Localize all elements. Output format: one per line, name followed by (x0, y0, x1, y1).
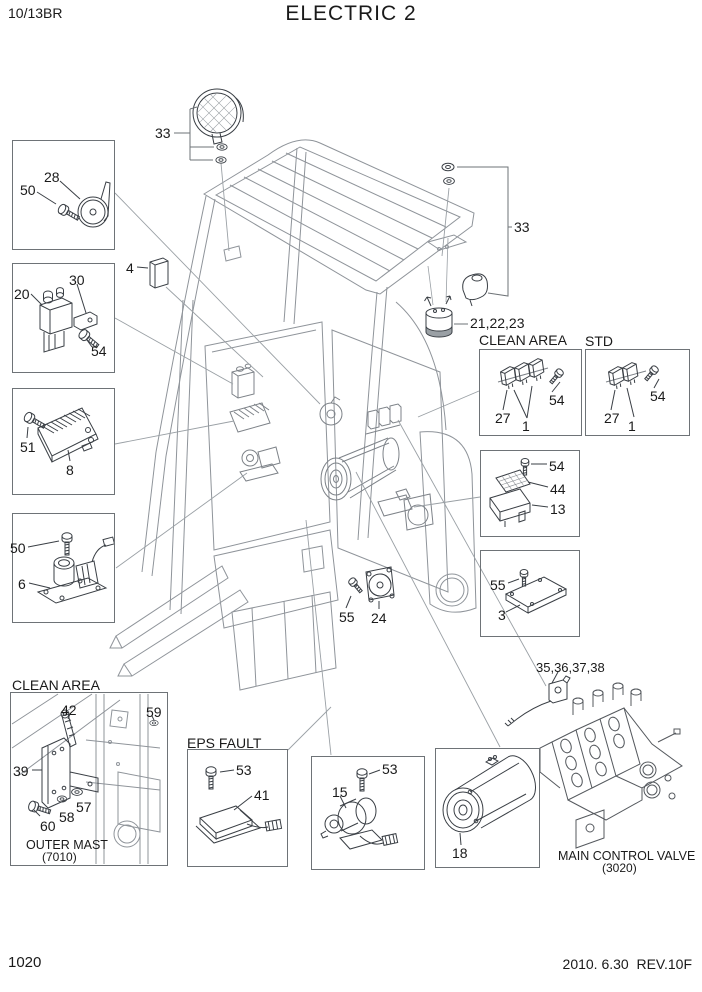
relay-cover-part-drawing (137, 258, 168, 288)
section-main-control-valve: MAIN CONTROL VALVE (558, 849, 696, 863)
chassis-drawing (110, 300, 476, 690)
callout-6: 6 (18, 576, 26, 592)
page-number: 1020 (8, 954, 42, 971)
section-clean-area-bottom: CLEAN AREA (12, 677, 100, 693)
overhead-guard-drawing (204, 140, 474, 294)
callout-30: 30 (69, 272, 85, 288)
callout-54-std: 54 (650, 388, 666, 404)
sensor-switch-drawing (505, 672, 570, 726)
callout-24: 24 (371, 610, 387, 626)
callout-59: 59 (146, 704, 162, 720)
section-std: STD (585, 333, 613, 349)
callout-51: 51 (20, 439, 36, 455)
callout-53-eps: 53 (236, 762, 252, 778)
callout-27-std: 27 (604, 410, 620, 426)
fan-part-drawing (346, 567, 394, 609)
callout-8: 8 (66, 462, 74, 478)
detail-box-motor (435, 748, 540, 868)
callout-4: 4 (126, 260, 134, 276)
callout-57: 57 (76, 799, 92, 815)
detail-box-converter (480, 550, 580, 637)
callout-33-headlamp: 33 (155, 125, 171, 141)
head-lamp-drawing (174, 84, 244, 163)
callout-39: 39 (13, 763, 29, 779)
callout-53-solenoid: 53 (382, 761, 398, 777)
section-clean-area-top: CLEAN AREA (479, 332, 567, 348)
section-outer-mast: OUTER MAST (26, 838, 108, 852)
detail-box-relays-std (585, 349, 690, 436)
callout-55-converter: 55 (490, 577, 506, 593)
callout-50-pump: 50 (10, 540, 26, 556)
callout-35-36-37-38: 35,36,37,38 (536, 660, 605, 675)
callout-1-clean: 1 (522, 418, 530, 434)
callout-50-horn: 50 (20, 182, 36, 198)
callout-54-clean: 54 (549, 392, 565, 408)
main-control-valve-drawing (540, 683, 682, 848)
callout-15: 15 (332, 784, 348, 800)
page-title: ELECTRIC 2 (285, 2, 417, 25)
revision-stamp: 2010. 6.30 REV.10F (562, 956, 692, 972)
callout-54-contactor: 54 (91, 343, 107, 359)
callout-60: 60 (40, 818, 56, 834)
section-main-control-valve-ref: (3020) (602, 861, 637, 875)
guard-posts-drawing (142, 148, 387, 576)
callout-44: 44 (550, 481, 566, 497)
callout-58: 58 (59, 809, 75, 825)
callout-28: 28 (44, 169, 60, 185)
callout-33-rear: 33 (514, 219, 530, 235)
section-outer-mast-ref: (7010) (42, 850, 77, 864)
detail-box-pump (12, 513, 115, 623)
callout-20: 20 (14, 286, 30, 302)
callout-3: 3 (498, 607, 506, 623)
callout-55-fan: 55 (339, 609, 355, 625)
callout-21-22-23: 21,22,23 (470, 315, 525, 331)
callout-41: 41 (254, 787, 270, 803)
detail-box-solenoid (311, 756, 425, 870)
callout-54-flasher: 54 (549, 458, 565, 474)
mounted-components-drawing (230, 364, 433, 530)
model-code: 10/13BR (8, 5, 63, 21)
callout-13: 13 (550, 501, 566, 517)
callout-42: 42 (61, 702, 77, 718)
callout-1-std: 1 (628, 418, 636, 434)
section-eps-fault: EPS FAULT (187, 735, 262, 751)
callout-18: 18 (452, 845, 468, 861)
callout-27-clean: 27 (495, 410, 511, 426)
